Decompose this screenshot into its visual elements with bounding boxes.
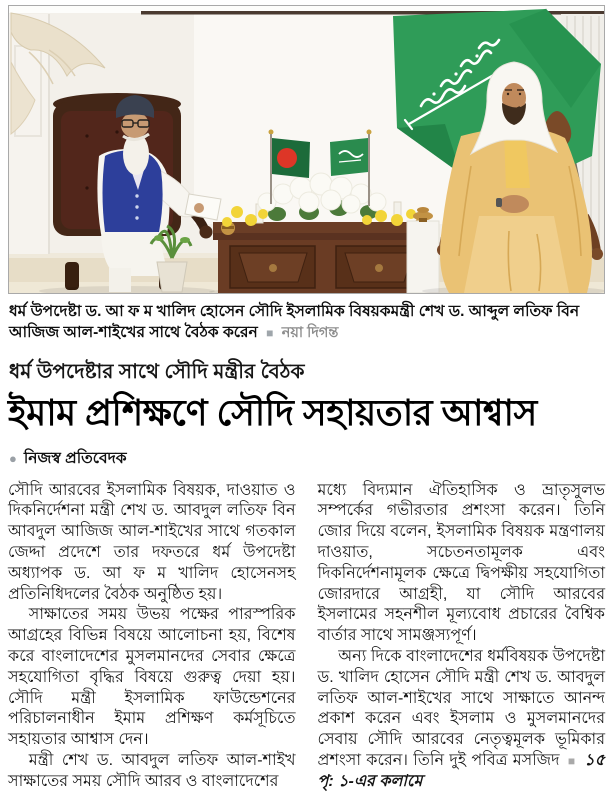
photo-caption	[9, 301, 604, 344]
caption-text: ধর্ম উপদেষ্টা ড. আ ফ ম খালিদ হোসেন সৌদি ইসলামিক বিষয়কমন্ত্রী শেখ ড. আব্দুল লতিফ বিন আজিজ আল-শাইখের সাথে বৈঠক করেন	[9, 303, 580, 342]
jump-marker-icon: ■	[567, 753, 576, 768]
jump-note: ১৫ পৃ: ১-এর কলামে	[317, 751, 606, 790]
byline-bullet-icon: ●	[9, 451, 17, 467]
photo-credit: নয়া দিগন্ত	[281, 325, 339, 342]
article-body	[8, 481, 605, 793]
body-paragraph: মধ্যে বিদ্যমান ঐতিহাসিক ও ভ্রাতৃসুলভ সম্পর্কের গভীরতার প্রশংসা করেন। তিনি জোর দিয়ে বলেন, ইসলামিক বিষয়ক মন্ত্রণালয় দাওয়াত, সচেতনতামূলক এবং দিকনির্দেশনামূলক ক্ষেত্রে দ্বিপক্ষীয় সহযোগিতা জোরদারে আগ্রহী, যা সৌদি আরবের ইসলামের সহনশীল মূল্যবোধ প্রচারের বৈশ্বিক বার্তার সাথে সামঞ্জস্যপূর্ণ।	[317, 481, 605, 645]
body-paragraph: সাক্ষাতের সময় উভয় পক্ষের পারস্পরিক আগ্রহের বিভিন্ন বিষয়ে আলোচনা হয়, বিশেষ করে বাংলাদেশের মুসলমানদের সেবার ক্ষেত্রে সহযোগিতা বৃদ্ধির বিষয়ে গুরুত্ব দেয়া হয়। সৌদি মন্ত্রী ইসলামিক ফাউন্ডেশনের পরিচালনাধীন ইমাম প্রশিক্ষণ কর্মসূচিতে সহায়তার আশ্বাস দেন।	[8, 606, 296, 749]
center-table	[209, 222, 439, 293]
credit-marker-icon: ■	[266, 326, 274, 341]
body-paragraph	[318, 647, 606, 793]
body-paragraph: মন্ত্রী শেখ ড. আবদুল লতিফ আল-শাইখ সাক্ষাতের সময় সৌদি আরব ও বাংলাদেশের	[8, 751, 296, 790]
clasped-hands	[499, 195, 529, 213]
headline: ইমাম প্রশিক্ষণে সৌদি সহায়তার আশ্বাস	[8, 391, 537, 433]
body-paragraph-text: অন্য দিকে বাংলাদেশের ধর্মবিষয়ক উপদেষ্টা ড. খালিদ হোসেন সৌদি মন্ত্রী শেখ ড. আবদুল লতিফ আল-শাইখের সাথে সাক্ষাতে আনন্দ প্রকাশ করেন এবং ইসলাম ও মুসলমানদের সেবায় সৌদি আরবের নেতৃত্বমূলক ভূমিকার প্রশংসা করেন। তিনি দুই পবিত্র মসজিদ	[317, 648, 605, 769]
kicker: ধর্ম উপদেষ্টার সাথে সৌদি মন্ত্রীর বৈঠক	[9, 360, 305, 383]
body-column-left	[8, 481, 296, 793]
face	[121, 112, 149, 138]
meeting-photo	[8, 5, 605, 294]
body-paragraph: সৌদি আরবের ইসলামিক বিষয়ক, দাওয়াত ও দিকনির্দেশনা মন্ত্রী শেখ ড. আবদুল লতিফ বিন আবদুল আজিজ আল-শাইখের সাথে গতকাল জেদ্দা প্রদেশে তার দফতরে ধর্ম উপদেষ্টা অধ্যাপক ড. আ ফ ম খালিদ হোসেনসহ প্রতিনিধিদলের বৈঠক অনুষ্ঠিত হয়।	[8, 481, 296, 603]
byline	[9, 446, 604, 472]
meeting-photo-illustration	[9, 6, 604, 293]
watch	[496, 198, 502, 207]
byline-text: নিজস্ব প্রতিবেদক	[23, 449, 127, 467]
body-column-right	[318, 481, 606, 793]
